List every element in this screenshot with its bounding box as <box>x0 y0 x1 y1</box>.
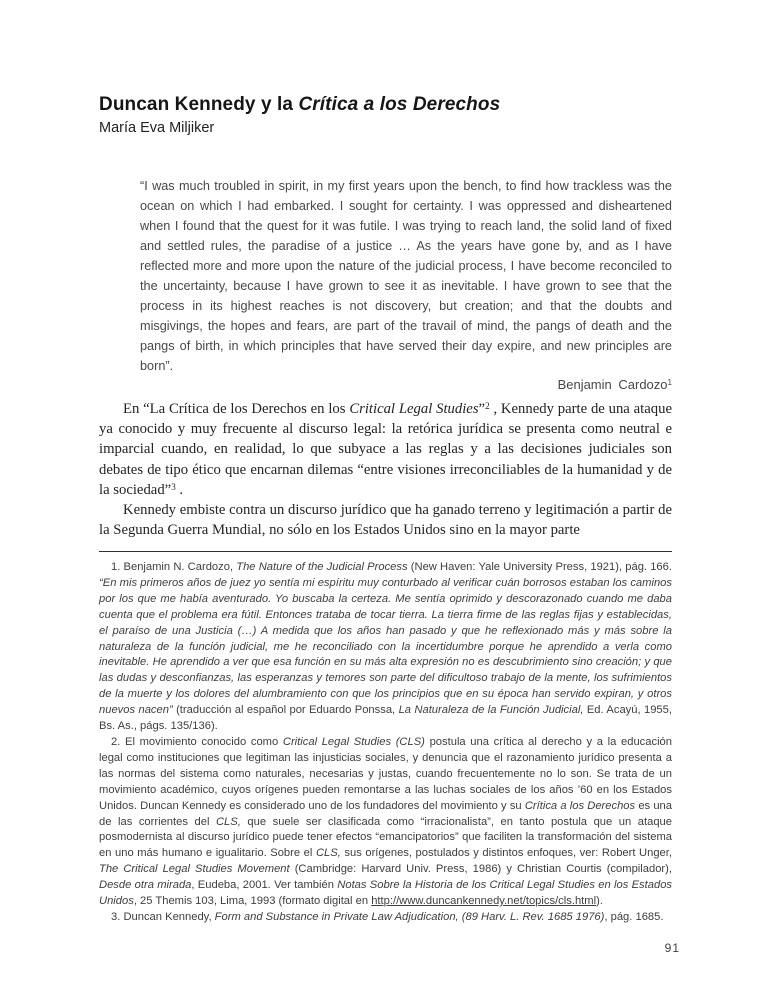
epigraph-block <box>140 176 672 392</box>
text-segment: que suele ser clasificada como “irracionalista”, en tanto postula que un ataque posmodernista al discurso jurídico puede tener efectos “emancipatorios” que faciliten la transformación del sistema en uno más humano e igualitario. Sobre el <box>99 815 672 860</box>
footnote-2 <box>99 735 672 910</box>
epigraph-quote: “I was much troubled in spirit, in my first years upon the bench, to find how trackless was the ocean on which I had embarked. I sought for certainty. I was oppressed and disheartened when I found that the quest for it was futile. I was trying to reach land, the solid land of fixed and settled rules, the paradise of a justice … As the years have gone by, and as I have reflected more and more upon the nature of the judicial process, I have become reconciled to the uncertainty, because I have grown to see it as inevitable. I have grown to see that the process in its highest reaches is not discovery, but creation; and that the doubts and misgivings, the hopes and fears, are part of the travail of mind, the pangs of death and the pangs of birth, in which principles that have served their day expire, and new principles are born”. <box>140 179 672 373</box>
article-header <box>99 94 672 136</box>
text-segment: “En mis primeros años de juez yo sentía mi espíritu muy conturbado al verificar cuán borrosos estaban los caminos por los que me había aventurado. Yo buscaba la certeza. Me sentía oprimido y descorazonado cuando me daba cuenta que el problema era fútil. Entonces trataba de tocar tierra. La tierra firme de las reglas fijas y establecidas, el paraíso de una Justicia (…) A medida que los años han pasado y que he reflexionado más y más sobre la naturaleza de la función judicial, me he reconciliado con la incertidumbre porque he aprendido a verla como inevitable. He aprendido a ver que esa función en su más alta expresión no es descubrimiento sino creación; y que las dudas y desconfianzas, las esperanzas y temores son parte del dificultoso trabajo de la mente, los sufrimientos de la muerte y los dolores del alumbramiento con que los principios que en su época han servido expiran, y otros nuevos nacen” <box>99 576 672 717</box>
text-segment: Desde otra mirada <box>99 879 192 892</box>
text-segment: 3. Duncan Kennedy, <box>111 910 215 923</box>
text-segment: . <box>175 481 184 498</box>
quote-attribution <box>140 377 672 392</box>
author-name: María Eva Miljiker <box>99 120 215 136</box>
text-segment: (traducción al español por Eduardo Ponssa, <box>172 704 399 717</box>
page-title <box>99 94 672 116</box>
text-segment: (Cambridge: Harvard Univ. Press, 1986) y Christian Courtis (compilador), <box>289 863 672 876</box>
body-paragraph-1 <box>99 399 672 500</box>
text-segment: postula una crítica al derecho y a la educación legal como instituciones que legitiman las injusticias sociales, y denuncia que el razonamiento jurídico presenta a las normas del sistema como naturales, necesarias y justas, cuando frecuentemente no lo son. Se trata de un movimiento académico, cuyos orígenes pueden remontarse a las luchas sociales de los años ’60 en los Estados Unidos. Duncan Kennedy es considerado uno de los fundadores del movimiento y su <box>99 735 673 812</box>
body-paragraph-2 <box>99 500 672 540</box>
title-regular-text: Duncan Kennedy y la <box>99 94 299 115</box>
footnote-separator-rule <box>99 551 672 552</box>
text-segment: es una de las corrientes del <box>99 799 672 828</box>
footnotes-section <box>99 560 672 926</box>
footnote-3 <box>99 910 672 926</box>
text-segment: (New Haven: Yale University Press, 1921), pág. 166. <box>407 561 672 573</box>
text-segment: 3 <box>171 481 176 492</box>
text-segment: The Nature of the Judicial Process <box>236 561 408 573</box>
title-italic-text: Crítica a los Derechos <box>298 94 501 115</box>
text-segment: CLS, <box>215 815 241 828</box>
page-number: 91 <box>664 941 680 955</box>
article-body <box>99 399 672 540</box>
footnotes-block <box>99 551 672 926</box>
text-segment: 1. Benjamin N. Cardozo, <box>111 561 237 573</box>
text-segment: En “La Crítica de los Derechos en los <box>123 401 350 417</box>
text-segment: Ed. Acayú, 1955, Bs. As., págs. 135/136). <box>99 704 672 733</box>
text-segment: Critical Legal Studies (CLS) <box>282 735 425 748</box>
text-segment: Critical Legal Studies <box>349 401 479 417</box>
text-segment: sus orígenes, postulados y distintos enfoques, ver: Robert Unger, <box>340 847 672 860</box>
text-segment: , Eudeba, 2001. Ver también <box>191 879 338 892</box>
footnote-url-link[interactable]: http://www.duncankennedy.net/topics/cls.html <box>371 895 597 908</box>
text-segment: , pág. 1685. <box>604 910 664 923</box>
quote-attribution-name: Benjamin Cardozo <box>557 377 668 392</box>
text-segment: ). <box>596 895 603 908</box>
footnote-ref-1: 1 <box>667 378 672 388</box>
text-segment: , Kennedy parte de una ataque ya conocido y muy frecuente al discurso legal: la retórica jurídica se presenta como neutral e imparcial cuando, en realidad, lo que subyace a las reglas y a las decisiones judiciales son debates de tipo ético que encarnan dilemas “entre visiones irreconciliables de la humanidad y de la sociedad” <box>99 401 672 498</box>
text-segment: Crítica a los Derechos <box>524 799 636 812</box>
text-segment: La Naturaleza de la Función Judicial, <box>398 704 584 717</box>
text-segment: 2. El movimiento conocido como <box>111 735 283 748</box>
text-segment: The Critical Legal Studies Movement <box>99 863 290 876</box>
text-segment: , 25 Themis 103, Lima, 1993 (formato digital en <box>133 895 372 908</box>
text-segment: Notas Sobre la Historia de los Critical Legal Studies en los Estados Unidos <box>99 879 673 908</box>
text-segment: CLS, <box>315 847 341 860</box>
text-segment: 2 <box>485 400 490 411</box>
text-segment: ” <box>478 401 486 417</box>
footnote-1 <box>99 560 672 735</box>
text-segment: Form and Substance in Private Law Adjudication, (89 Harv. L. Rev. 1685 1976) <box>214 910 605 923</box>
text-segment: Kennedy embiste contra un discurso jurídico que ha ganado terreno y legitimación a partir de la Segunda Guerra Mundial, no sólo en los Estados Unidos sino en la mayor parte <box>99 502 672 539</box>
